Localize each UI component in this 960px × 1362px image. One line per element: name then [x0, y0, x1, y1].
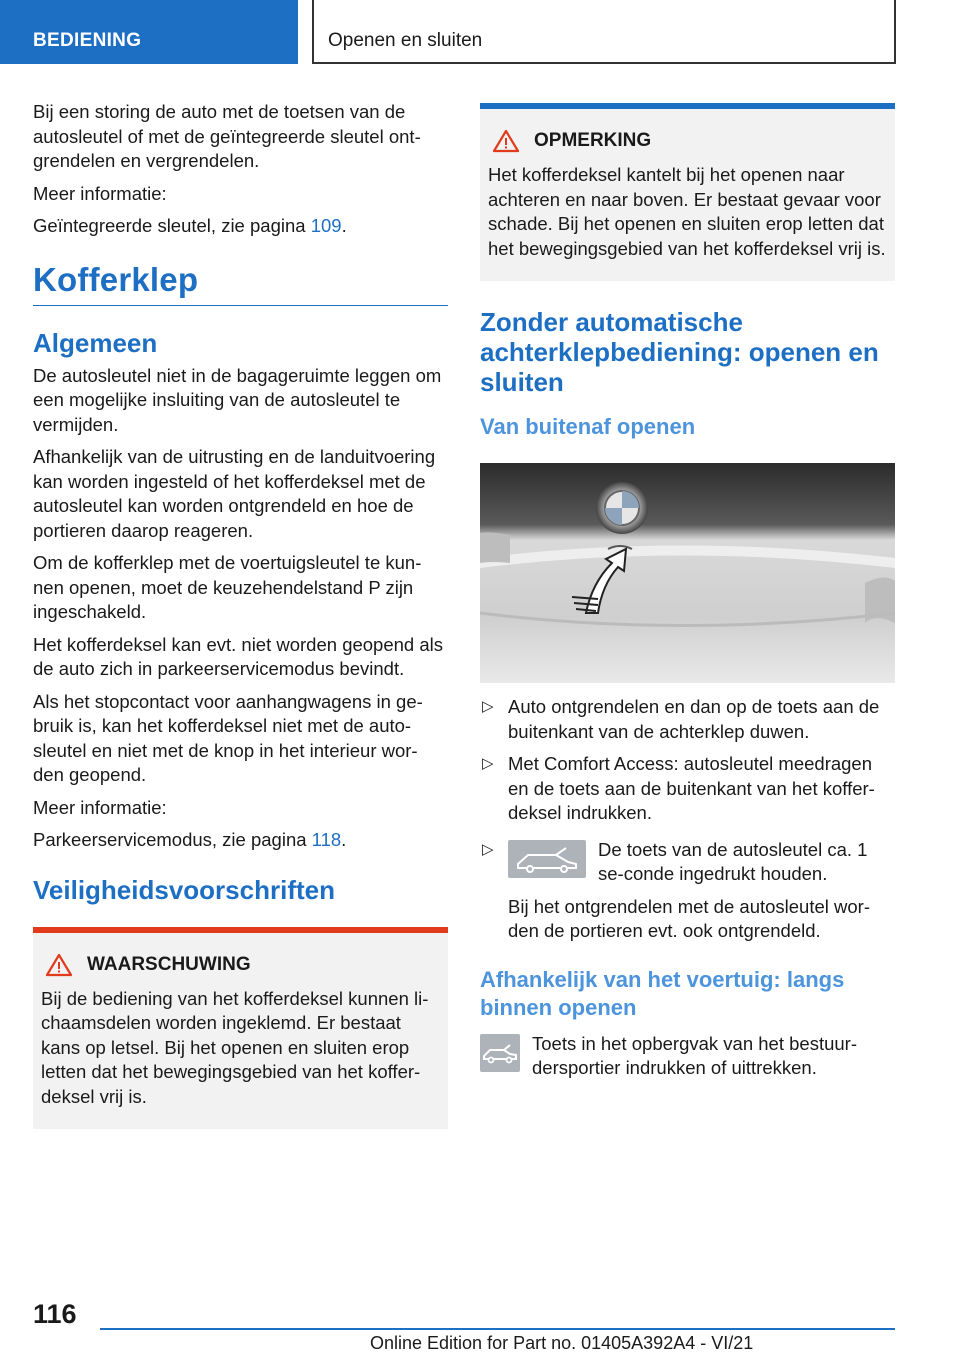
heading-kofferklep: Kofferklep — [33, 261, 448, 306]
intro-more-info: Meer informatie: — [33, 182, 167, 204]
footer-divider — [100, 1328, 895, 1330]
list-item-text: Met Comfort Access: autosleutel meedragen en de toets aan de buitenkant van het koffer-deksel indrukken. — [508, 753, 875, 823]
heading-without-automatic: Zonder automatische achterklepbediening: openen en sluiten — [480, 307, 879, 397]
triangle-bullet-icon: ▷ — [482, 698, 494, 715]
ref-end: . — [341, 829, 347, 850]
right-column — [480, 103, 895, 1081]
note-title: OPMERKING — [534, 130, 652, 151]
intro-ref-end: . — [341, 215, 347, 236]
warning-triangle-icon — [45, 953, 73, 977]
general-paragraph-5: Als het stopcontact voor aanhangwagens in ge-bruik is, kan het kofferdeksel niet met de auto-sleutel en niet met de knop in het interieur wor-den geopend. — [33, 690, 423, 785]
triangle-bullet-icon: ▷ — [482, 840, 494, 858]
ref-text: Parkeerservicemodus, zie pagina — [33, 829, 312, 850]
warning-header — [41, 953, 440, 977]
interior-trunk-button-icon — [480, 1034, 520, 1072]
general-more-info: Meer informatie: — [33, 796, 167, 818]
intro-paragraph: Bij een storing de auto met de toetsen van de autosleutel of met de geïntegreerde sleutel ont-grendelen en vergrendelen. — [33, 101, 421, 171]
note-box — [480, 103, 895, 281]
list-item — [480, 695, 895, 744]
general-paragraph-2: Afhankelijk van de uitrusting en de landuitvoering kan worden ingesteld of het kofferdeksel met de autosleutel kan worden ontgrendeld en hoe de portieren daarop reageren. — [33, 446, 436, 541]
trunk-button-photo — [480, 463, 895, 683]
general-paragraph-3: Om de kofferklep met de voertuigsleutel te kun-nen openen, moet de keuzehendelstand P zijn ingeschakeld. — [33, 552, 422, 622]
section-tab: BEDIENING — [0, 0, 298, 64]
intro-reference — [33, 214, 448, 239]
general-reference — [33, 828, 448, 853]
list-item-text: De toets van de autosleutel ca. 1 se-conde ingedrukt houden. — [598, 838, 868, 884]
page-link-118[interactable]: 118 — [311, 829, 342, 850]
interior-button-text: Toets in het opbergvak van het bestuur-dersportier indrukken of uittrekken. — [532, 1032, 857, 1078]
left-column — [33, 100, 448, 1129]
list-item-subtext: Bij het ontgrendelen met de autosleutel wor-den de portieren evt. ook ontgrendeld. — [508, 895, 870, 941]
heading-open-outside: Van buitenaf openen — [480, 414, 696, 439]
key-trunk-button-icon — [508, 840, 586, 878]
footer-edition: Online Edition for Part no. 01405A392A4 - VI/21 — [370, 1333, 754, 1353]
intro-ref-text: Geïntegreerde sleutel, zie pagina — [33, 215, 311, 236]
heading-safety: Veiligheidsvoorschriften — [33, 874, 335, 905]
list-item — [480, 838, 895, 887]
general-paragraph-1: De autosleutel niet in de bagageruimte leggen om een mogelijke insluiting van de autosleutel te vermijden. — [33, 364, 442, 435]
car-trunk-small-icon — [480, 1034, 520, 1072]
warning-title: WAARSCHUWING — [87, 953, 251, 975]
list-item — [480, 752, 895, 826]
interior-button-row — [480, 1032, 895, 1081]
warning-text: Bij de bediening van het kofferdeksel kunnen li-chaamsdelen worden ingeklemd. Er bestaat kans op letsel. Bij het openen en sluiten erop letten dat het bewegingsgebied van het koffer-deksel vrij is. — [41, 987, 429, 1107]
heading-open-inside: Afhankelijk van het voertuig: langs binnen openen — [480, 966, 845, 1020]
warning-box — [33, 927, 448, 1130]
caution-triangle-icon — [492, 129, 520, 153]
page-link-109[interactable]: 109 — [310, 215, 342, 236]
list-item-text: Auto ontgrendelen en dan op de toets aan de buitenkant van de achterklep duwen. — [508, 696, 880, 742]
page-number: 116 — [33, 1299, 77, 1329]
car-trunk-icon — [508, 840, 586, 878]
note-header — [488, 129, 887, 153]
heading-algemeen: Algemeen — [33, 327, 158, 358]
general-paragraph-4: Het kofferdeksel kan evt. niet worden geopend als de auto zich in parkeerservicemodus bevindt. — [33, 633, 443, 679]
trunk-lid-illustration — [480, 463, 895, 683]
triangle-bullet-icon: ▷ — [482, 755, 494, 772]
note-text: Het kofferdeksel kantelt bij het openen naar achteren en naar boven. Er bestaat gevaar voor schade. Bij het openen en sluiten erop letten dat het bewegingsgebied van het kofferdeksel vrij is. — [488, 164, 886, 259]
chapter-title: Openen en sluiten — [312, 0, 896, 64]
